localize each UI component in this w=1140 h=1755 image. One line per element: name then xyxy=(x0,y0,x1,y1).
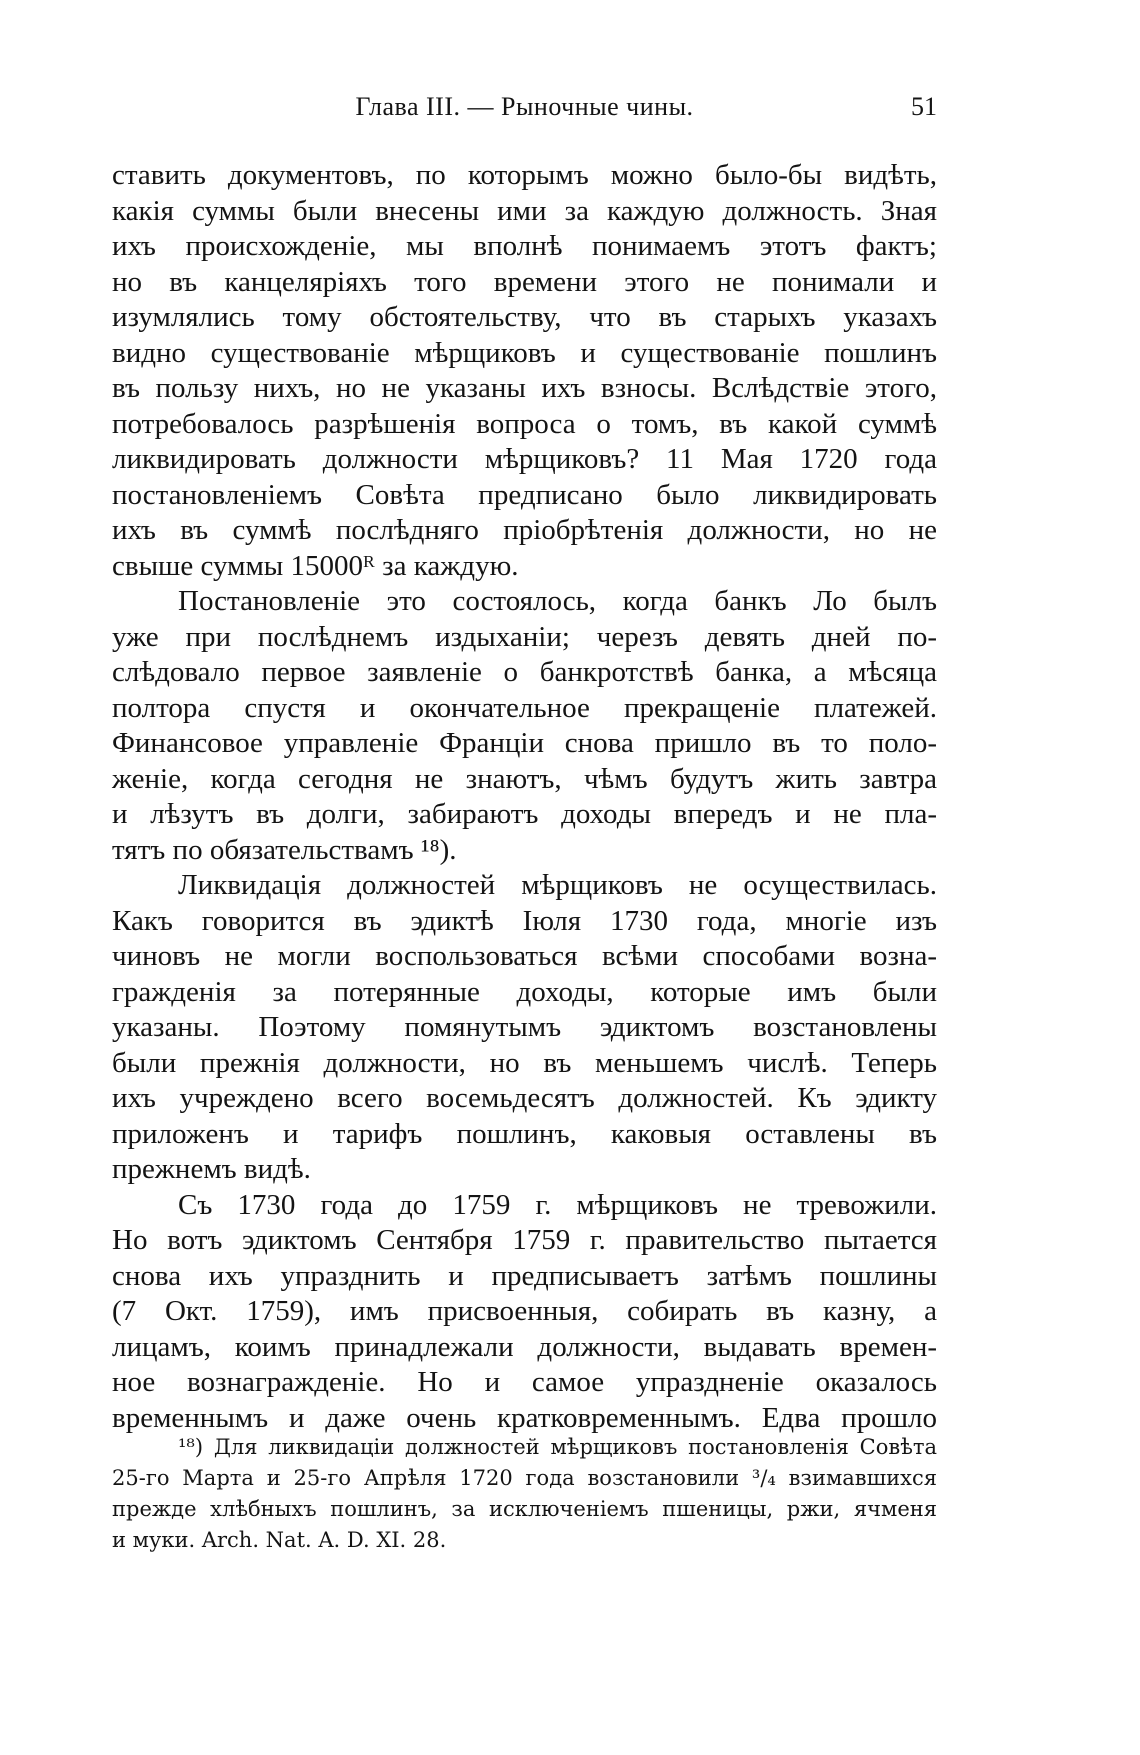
text-line: и лѣзутъ въ долги, забираютъ доходы впередъ и не пла- xyxy=(112,798,937,830)
text-line: тятъ по обязательствамъ ¹⁸). xyxy=(112,833,457,866)
text-line: ное вознагражденіе. Но и самое упраздненіе оказалось xyxy=(112,1366,937,1398)
text-line: Но вотъ эдиктомъ Сентября 1759 г. правительство пытается xyxy=(112,1224,937,1256)
running-header xyxy=(112,92,937,132)
text-line: ихъ учреждено всего восемьдесятъ должностей. Къ эдикту xyxy=(112,1082,937,1114)
text-line: полтора спустя и окончательное прекращеніе платежей. xyxy=(112,691,937,724)
footnote-line: прежде хлѣбныхъ пошлинъ, за исключеніемъ пшеницы, ржи, ячменя xyxy=(112,1497,937,1521)
text-line: ихъ въ суммѣ послѣдняго пріобрѣтенія должности, но не xyxy=(112,514,937,546)
text-line: ихъ происхожденіе, мы вполнѣ понимаемъ этотъ фактъ; xyxy=(112,230,937,262)
page-number: 51 xyxy=(911,92,937,121)
text-line: потребовалось разрѣшенія вопроса о томъ, въ какой суммѣ xyxy=(112,407,937,440)
text-line: ликвидировать должности мѣрщиковъ? 11 Мая 1720 года xyxy=(112,443,937,475)
text-line: какія суммы были внесены ими за каждую должность. Зная xyxy=(112,194,937,227)
text-line: Финансовое управленіе Франціи снова пришло въ то поло- xyxy=(112,727,937,759)
text-line: свыше суммы 15000ᴿ за каждую. xyxy=(112,549,519,582)
text-line: приложенъ и тарифъ пошлинъ, каковыя оставлены въ xyxy=(112,1117,937,1150)
text-line: слѣдовало первое заявленіе о банкротствѣ банка, а мѣсяца xyxy=(112,656,937,688)
footnote xyxy=(112,1432,937,1556)
text-line: Постановленіе это состоялось, когда банкъ Ло былъ xyxy=(178,585,937,617)
text-line: ставить документовъ, по которымъ можно было-бы видѣть, xyxy=(112,159,937,191)
text-line: чиновъ не могли воспользоваться всѣми способами возна- xyxy=(112,940,937,972)
text-line: лицамъ, коимъ принадлежали должности, выдавать времен- xyxy=(112,1330,937,1363)
text-line: Какъ говорится въ эдиктѣ Іюля 1730 года, многіе изъ xyxy=(112,904,937,937)
footnote-line: и муки. Arch. Nat. A. D. XI. 28. xyxy=(112,1528,447,1552)
text-line: снова ихъ упразднить и предписываетъ затѣмъ пошлины xyxy=(112,1259,937,1292)
main-text xyxy=(112,158,937,1436)
text-line: Ликвидація должностей мѣрщиковъ не осуществилась. xyxy=(178,869,937,901)
text-line: уже при послѣднемъ издыханіи; черезъ девять дней по- xyxy=(112,620,937,653)
text-line: видно существованіе мѣрщиковъ и существованіе пошлинъ xyxy=(112,336,937,369)
footnote-line: 25-го Марта и 25-го Апрѣля 1720 года возстановили ³/₄ взимавшихся xyxy=(112,1466,937,1490)
text-line: прежнемъ видѣ. xyxy=(112,1153,311,1185)
text-line: женіе, когда сегодня не знаютъ, чѣмъ будутъ жить завтра xyxy=(112,762,937,795)
text-line: постановленіемъ Совѣта предписано было ликвидировать xyxy=(112,478,937,511)
text-line: изумлялись тому обстоятельству, что въ старыхъ указахъ xyxy=(112,301,937,333)
chapter-title: Глава III. — Рыночные чины. xyxy=(355,92,694,121)
footnote-line: ¹⁸) Для ликвидаціи должностей мѣрщиковъ постановленія Совѣта xyxy=(178,1435,937,1459)
text-line: указаны. Поэтому помянутымъ эдиктомъ возстановлены xyxy=(112,1011,937,1043)
text-line: временнымъ и даже очень кратковременнымъ. Едва прошло xyxy=(112,1401,937,1434)
text-line: гражденія за потерянные доходы, которые имъ были xyxy=(112,975,937,1008)
text-line: въ пользу нихъ, но не указаны ихъ взносы. Вслѣдствіе этого, xyxy=(112,372,937,404)
text-line: Съ 1730 года до 1759 г. мѣрщиковъ не тревожили. xyxy=(178,1188,937,1221)
text-line: (7 Окт. 1759), имъ присвоенныя, собирать въ казну, а xyxy=(112,1295,937,1327)
text-line: но въ канцеляріяхъ того времени этого не понимали и xyxy=(112,265,937,298)
text-line: были прежнія должности, но въ меньшемъ числѣ. Теперь xyxy=(112,1046,937,1079)
